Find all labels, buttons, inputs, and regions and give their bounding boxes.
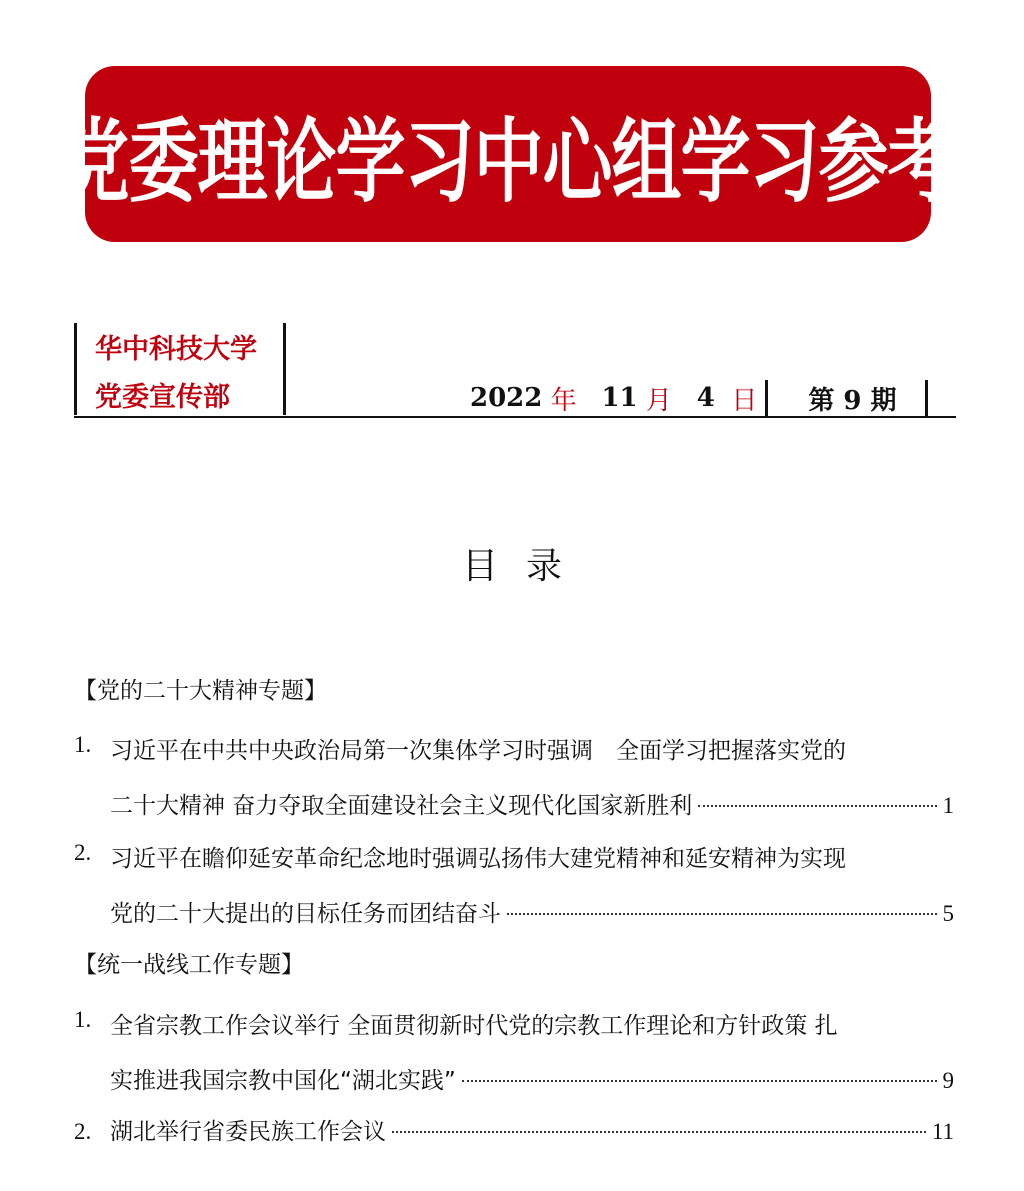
toc-entry-index: 2. bbox=[74, 840, 92, 865]
toc-entry[interactable] bbox=[74, 1113, 954, 1146]
date-year-unit: 年 bbox=[550, 385, 577, 416]
date-month-unit: 月 bbox=[645, 385, 672, 416]
toc-leader-dots bbox=[462, 1080, 937, 1082]
toc-entry-index: 1. bbox=[74, 732, 92, 757]
toc-entry[interactable] bbox=[74, 1007, 954, 1095]
date-year: 2022 bbox=[470, 383, 543, 413]
toc-entry-title: 习近平在瞻仰延安革命纪念地时强调弘扬伟大建党精神和延安精神为实现 bbox=[110, 846, 846, 872]
toc-leader-dots bbox=[698, 805, 936, 807]
toc-entry[interactable] bbox=[74, 840, 954, 928]
toc-entry-title: 湖北举行省委民族工作会议 bbox=[110, 1119, 386, 1145]
toc-entry-title-cont: 党的二十大提出的目标任务而团结奋斗 bbox=[110, 901, 501, 927]
toc-entry[interactable] bbox=[74, 732, 954, 820]
date-day-unit: 日 bbox=[731, 385, 758, 416]
publisher-box bbox=[74, 323, 286, 415]
publisher-university: 华中科技大学 bbox=[95, 334, 257, 365]
toc-title: 目录 bbox=[461, 546, 590, 587]
toc-entry-index: 2. bbox=[74, 1119, 92, 1144]
toc-section-heading: 【党的二十大精神专题】 bbox=[74, 678, 327, 704]
toc-entry-index: 1. bbox=[74, 1007, 92, 1032]
issue-divider bbox=[925, 380, 928, 416]
issue-number: 第 9 期 bbox=[808, 385, 897, 416]
date-divider bbox=[765, 380, 768, 416]
masthead-title: 党委理论学习中心组学习参考 bbox=[59, 106, 957, 215]
toc-entry-page: 11 bbox=[931, 1119, 954, 1144]
toc-section-heading: 【统一战线工作专题】 bbox=[74, 952, 304, 978]
toc-leader-dots bbox=[392, 1131, 926, 1133]
toc-leader-dots bbox=[507, 913, 937, 915]
masthead-banner bbox=[59, 66, 957, 242]
header-rule bbox=[74, 416, 956, 418]
toc-entry-page: 5 bbox=[942, 901, 954, 926]
toc-entry-title-cont: 二十大精神 奋力夺取全面建设社会主义现代化国家新胜利 bbox=[110, 793, 693, 819]
toc-entry-page: 9 bbox=[942, 1068, 954, 1093]
date-month: 11 bbox=[601, 383, 638, 413]
toc-entry-title-cont: 实推进我国宗教中国化“湖北实践” bbox=[110, 1068, 456, 1094]
toc-entry-title: 全省宗教工作会议举行 全面贯彻新时代党的宗教工作理论和方针政策 扎 bbox=[110, 1013, 838, 1039]
date-day: 4 bbox=[696, 383, 715, 413]
publisher-department: 党委宣传部 bbox=[95, 382, 230, 413]
toc-entry-title: 习近平在中共中央政治局第一次集体学习时强调 全面学习把握落实党的 bbox=[110, 738, 846, 764]
issue-date-row bbox=[470, 378, 928, 418]
toc-entry-page: 1 bbox=[942, 793, 954, 818]
